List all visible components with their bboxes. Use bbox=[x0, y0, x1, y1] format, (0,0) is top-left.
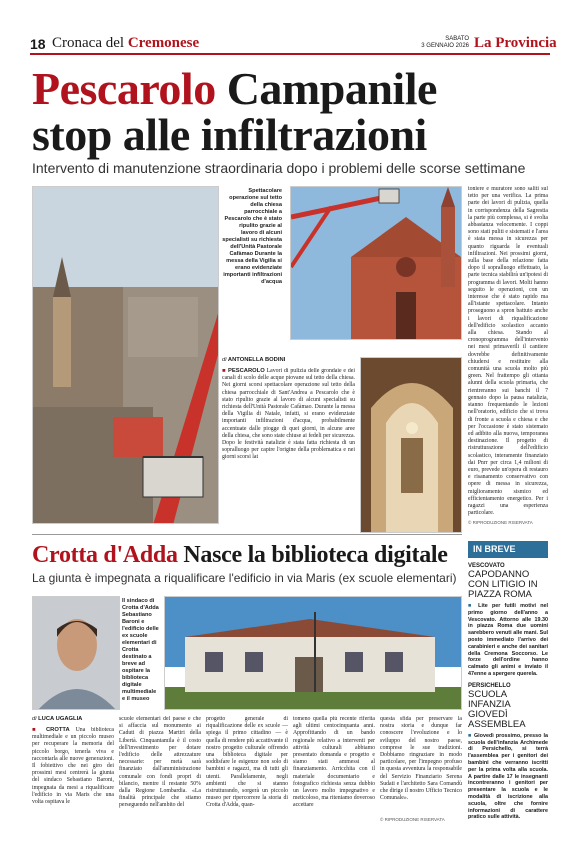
story2-subtitle: La giunta è impegnata a riqualificare l'edificio in via Maris (ex scuole elementari) bbox=[32, 571, 457, 585]
story1-caption: Spettacolare operazione sul tetto della chiesa parrocchiale a Pescarolo che è stato ripulito grazie al lavoro di alcuni specialisti su richiesta dell'Unità Pastorale Cafàmao Durante la messa della Vigilia si erano evidenziate importanti infiltrazioni d'acqua bbox=[222, 188, 282, 285]
story1-text-a: Lavori di pulizia delle grondaie e dei canali di scolo delle acque piovane sul tetto della chiesa. Nei giorni scorsi spettacolare operazione sul tetto della chiesa parrocchiale di Sant'Andrea a Pescarolo che è stato ripulito grazie al lavoro di alcuni specialisti su richiesta dell'Unità Pastorale Cafàmao. Durante la messa della Vigilia di Natale, infatti, si erano evidenziate importanti infiltrazioni d'acqua, probabilmente accentuate dalle piogge di quei giorni, in alcune aree della chiesa, che sono state chiuse ai fedeli per sicurezza. Dopo le festività natalizie è stata fatta richiesta di un sopralluogo per capire l'origine della problematica e nei giorni scorsi lat bbox=[222, 368, 355, 461]
photo-mayor bbox=[32, 596, 120, 710]
brief-item-1-body: Lite per futili motivi nel primo giorno dell'anno a Vescovato. Attorno alle 19.30 in piazza Roma due uomini sarebbero venuti alle mani. Sul posto immediato l'arrivo dei carabinieri e anche dei sanitari della Cremona Soccorso. Le forze dell'ordine hanno calmato gli animi e inviato il 47enne a spergere querela. bbox=[468, 603, 548, 677]
story1-byline bbox=[222, 357, 285, 363]
section-title bbox=[52, 35, 199, 52]
brief-item-2-body: Giovedì prossimo, presso la scuola dell'infanzia Archimede di Persichello, si terrà l'assemblea per i genitori dei bambini che verranno iscritti per la prima volta alla scuola. A partire dalle 17 le insegnanti incontreranno i genitori per presentare la scuola e le modalità di iscrizione alla scuola, oltre che fornire informazioni di carattere pratico sulle attività. bbox=[468, 732, 548, 821]
brief-item-2-town: PERSICHELLO bbox=[468, 682, 511, 689]
story2-column-5: questa sfida per preservare la nostra storia e dunque far conoscere l'evoluzione e lo sviluppo del nostro paese, comprese le sue tradizioni. Dobbiamo ringraziare in modo particolare, per l'impegno profuso in questa avventura la responsabile del Servizio Finanziario Serena Sudati e l'architetto Sara Comandù che dirige il nostro Ufficio Tecnico Comunale». bbox=[380, 716, 462, 802]
story2-byline bbox=[32, 716, 82, 722]
church-exterior-illustration bbox=[291, 187, 462, 340]
photo-church-interior bbox=[360, 357, 462, 533]
story1-column-2 bbox=[468, 186, 548, 528]
brief-heading: IN BREVE bbox=[468, 541, 548, 558]
header-rule bbox=[30, 53, 550, 55]
photo-church-exterior bbox=[290, 186, 462, 340]
brief-item-1-marker bbox=[468, 603, 478, 609]
story1-column-1 bbox=[222, 368, 355, 524]
story1-text-b: toniere e muratore sono saliti sul tetto per una verifica. La prima parte dei lavori di pulizia, quella in corrispondenza della Sagrestia la parte più complessa, si è svolta abbastanza velocemente. I coppi sono stati puliti e sistemati e l'area è stata messa in sicurezza per quanto riguarda le eventuali infiltrazioni. Nei prossimi giorni, sulla base della relazione fatta dopo il sopralluogo effettuato, la parte tecnica stabilirà un'ipotesi di programma di lavori. Molti hanno seguito le operazioni, con un interesse che è stato rapido ma all'istante spettacolare. Intanto proseguono a spron battuto anche i lavori di riqualificazione dell'edificio scolastico accanto alla chiesa. Stando al cronoprogramma dell'intervento nei mesi primaverili il cantiere dovrebbe definitivamente chiudersi e restituire alla comunità una scuola molto più green. Nel frattempo gli ottanta alunni della scuola primaria, che rientreranno sui banchi il 7 gennaio dopo la pausa natalizia, stanno frequentando le lezioni nell'oratorio, edificio che si trova di fronte a scuola e chiesa e che per l'occasione è stato sistemato ed adibito alla nuova, temporanea destinazione. Il progetto di ristrutturazione dell'edificio scolastico, interamente finanziato dai Pnrr per circa 1,4 milioni di euro, prevede un'opera di restauro e risanamento conservativo con opere di messa in sicurezza, miglioramento sismico ed efficientamento energetico. Per i ragazzi una esperienza particolare. bbox=[468, 186, 548, 517]
school-building-illustration bbox=[165, 597, 462, 710]
brief-item-2-text bbox=[468, 733, 548, 821]
story2-dateline: ■ CROTTA bbox=[32, 727, 70, 733]
story2-text-a: Una biblioteca multimediale e un piccolo museo per recuperare la memoria del piccolo borgo, tenerla viva e raccontarla alle nuove generazioni. Il fobiettivo che nei giro dei prossimi mesi centrerà la giunta del sindaco Sebastiano Baroni, impegnata da mesi a riqualificare l'edificio in via Maris che una volta ospitava le bbox=[32, 727, 114, 806]
author-name: ANTONELLA BODINI bbox=[227, 357, 286, 363]
mayor-portrait-illustration bbox=[33, 597, 120, 710]
story2-column-1 bbox=[32, 727, 114, 823]
story1-subtitle: Intervento di manutenzione straordinaria dopo i problemi delle scorse settimane bbox=[32, 160, 526, 176]
story2-headline-place: Crotta d'Adda bbox=[32, 542, 178, 568]
dateline: ■ PESCAROLO bbox=[222, 368, 265, 374]
story2-byline-prefix: di bbox=[32, 716, 37, 722]
story-divider bbox=[32, 534, 462, 535]
story1-credit: © RIPRODUZIONE RISERVATA bbox=[468, 520, 533, 525]
masthead-logo: La Provincia bbox=[474, 35, 557, 51]
story2-caption: Il sindaco di Crotta d'Adda Sebastiano Baroni e l'edificio delle ex scuole elementari di Crotta destinato a breve ad ospitare la biblioteca digitale multimediale e il museo bbox=[122, 598, 159, 702]
story2-column-3: progetto generale di riqualificazione delle ex scuole — spiega il primo cittadino — è quella di rendere più accattivante il nostro progetto culturale offrendo una biblioteca digitale per soddisfare le esigenze non solo di bambini e ragazzi, ma di tutti gli utenti. Parallelamente, negli ambienti che si stanno ristrutturando, sorgerà un piccolo museo per ripercorrere la storia di Crotta d'Adda, quan- bbox=[206, 716, 288, 809]
issue-day: SABATO bbox=[445, 36, 469, 42]
story2-headline-rest: Nasce la biblioteca digitale bbox=[183, 542, 448, 568]
story2-author-name: LUCA UGAGLIA bbox=[38, 716, 83, 722]
headline-line-1 bbox=[32, 63, 437, 114]
brief-item-1-town: VESCOVATO bbox=[468, 563, 505, 569]
brief-item-2-title: SCUOLA INFANZIA GIOVEDÌ ASSEMBLEA bbox=[468, 688, 526, 730]
byline-prefix: di bbox=[222, 357, 227, 363]
headline-rest: Campanile bbox=[226, 63, 437, 114]
section-prefix: Cronaca del bbox=[52, 35, 125, 51]
story2-column-2: scuole elementari del paese e che si affaccia sul monumento ai Caduti di piazza Martiri della Libertà. Cinquantamila è il costo dell'investimento per dotare l'edificio delle attrezzature necessarie: per metà sarà finanziato dall'amministrazione comunale con fondi propri di bilancio, mentre il restante 50% dalla Regione Lombardia. «La finalità principale che stiamo perseguendo nell'ambito del bbox=[119, 716, 201, 809]
brief-item-1-title: CAPODANNO CON LITIGIO IN PIAZZA ROMA bbox=[468, 569, 538, 600]
church-interior-illustration bbox=[361, 358, 462, 533]
photo-school-building bbox=[164, 596, 462, 710]
section-name: Cremonese bbox=[127, 35, 200, 51]
story2-credit: © RIPRODUZIONE RISERVATA bbox=[380, 817, 445, 822]
headline-place: Pescarolo bbox=[32, 63, 216, 114]
photo-crane-view bbox=[32, 186, 219, 524]
brief-item-1-text bbox=[468, 603, 548, 678]
page-number: 18 bbox=[30, 36, 46, 52]
crane-view-illustration bbox=[33, 187, 219, 524]
news-brief-box bbox=[468, 541, 548, 822]
story2-column-4: tomeno quella più recente riferita agli ultimi centocinquanta anni. Approfittando di un bando regionale relativo a interventi per attività culturali abbiamo presentato domanda e progetto e siamo stati ammessi al finanziamento. Arricchita con il materiale documentario e fotografico richiesta senza dubbio un lavoro molto impegnativo e meticoloso, ma riteniamo doveroso accettare bbox=[293, 716, 375, 809]
issue-date-text: 3 GENNAIO 2026 bbox=[421, 43, 469, 49]
story2-headline bbox=[32, 542, 448, 568]
headline-line-2: stop alle infiltrazioni bbox=[32, 109, 427, 160]
issue-date bbox=[421, 36, 469, 50]
